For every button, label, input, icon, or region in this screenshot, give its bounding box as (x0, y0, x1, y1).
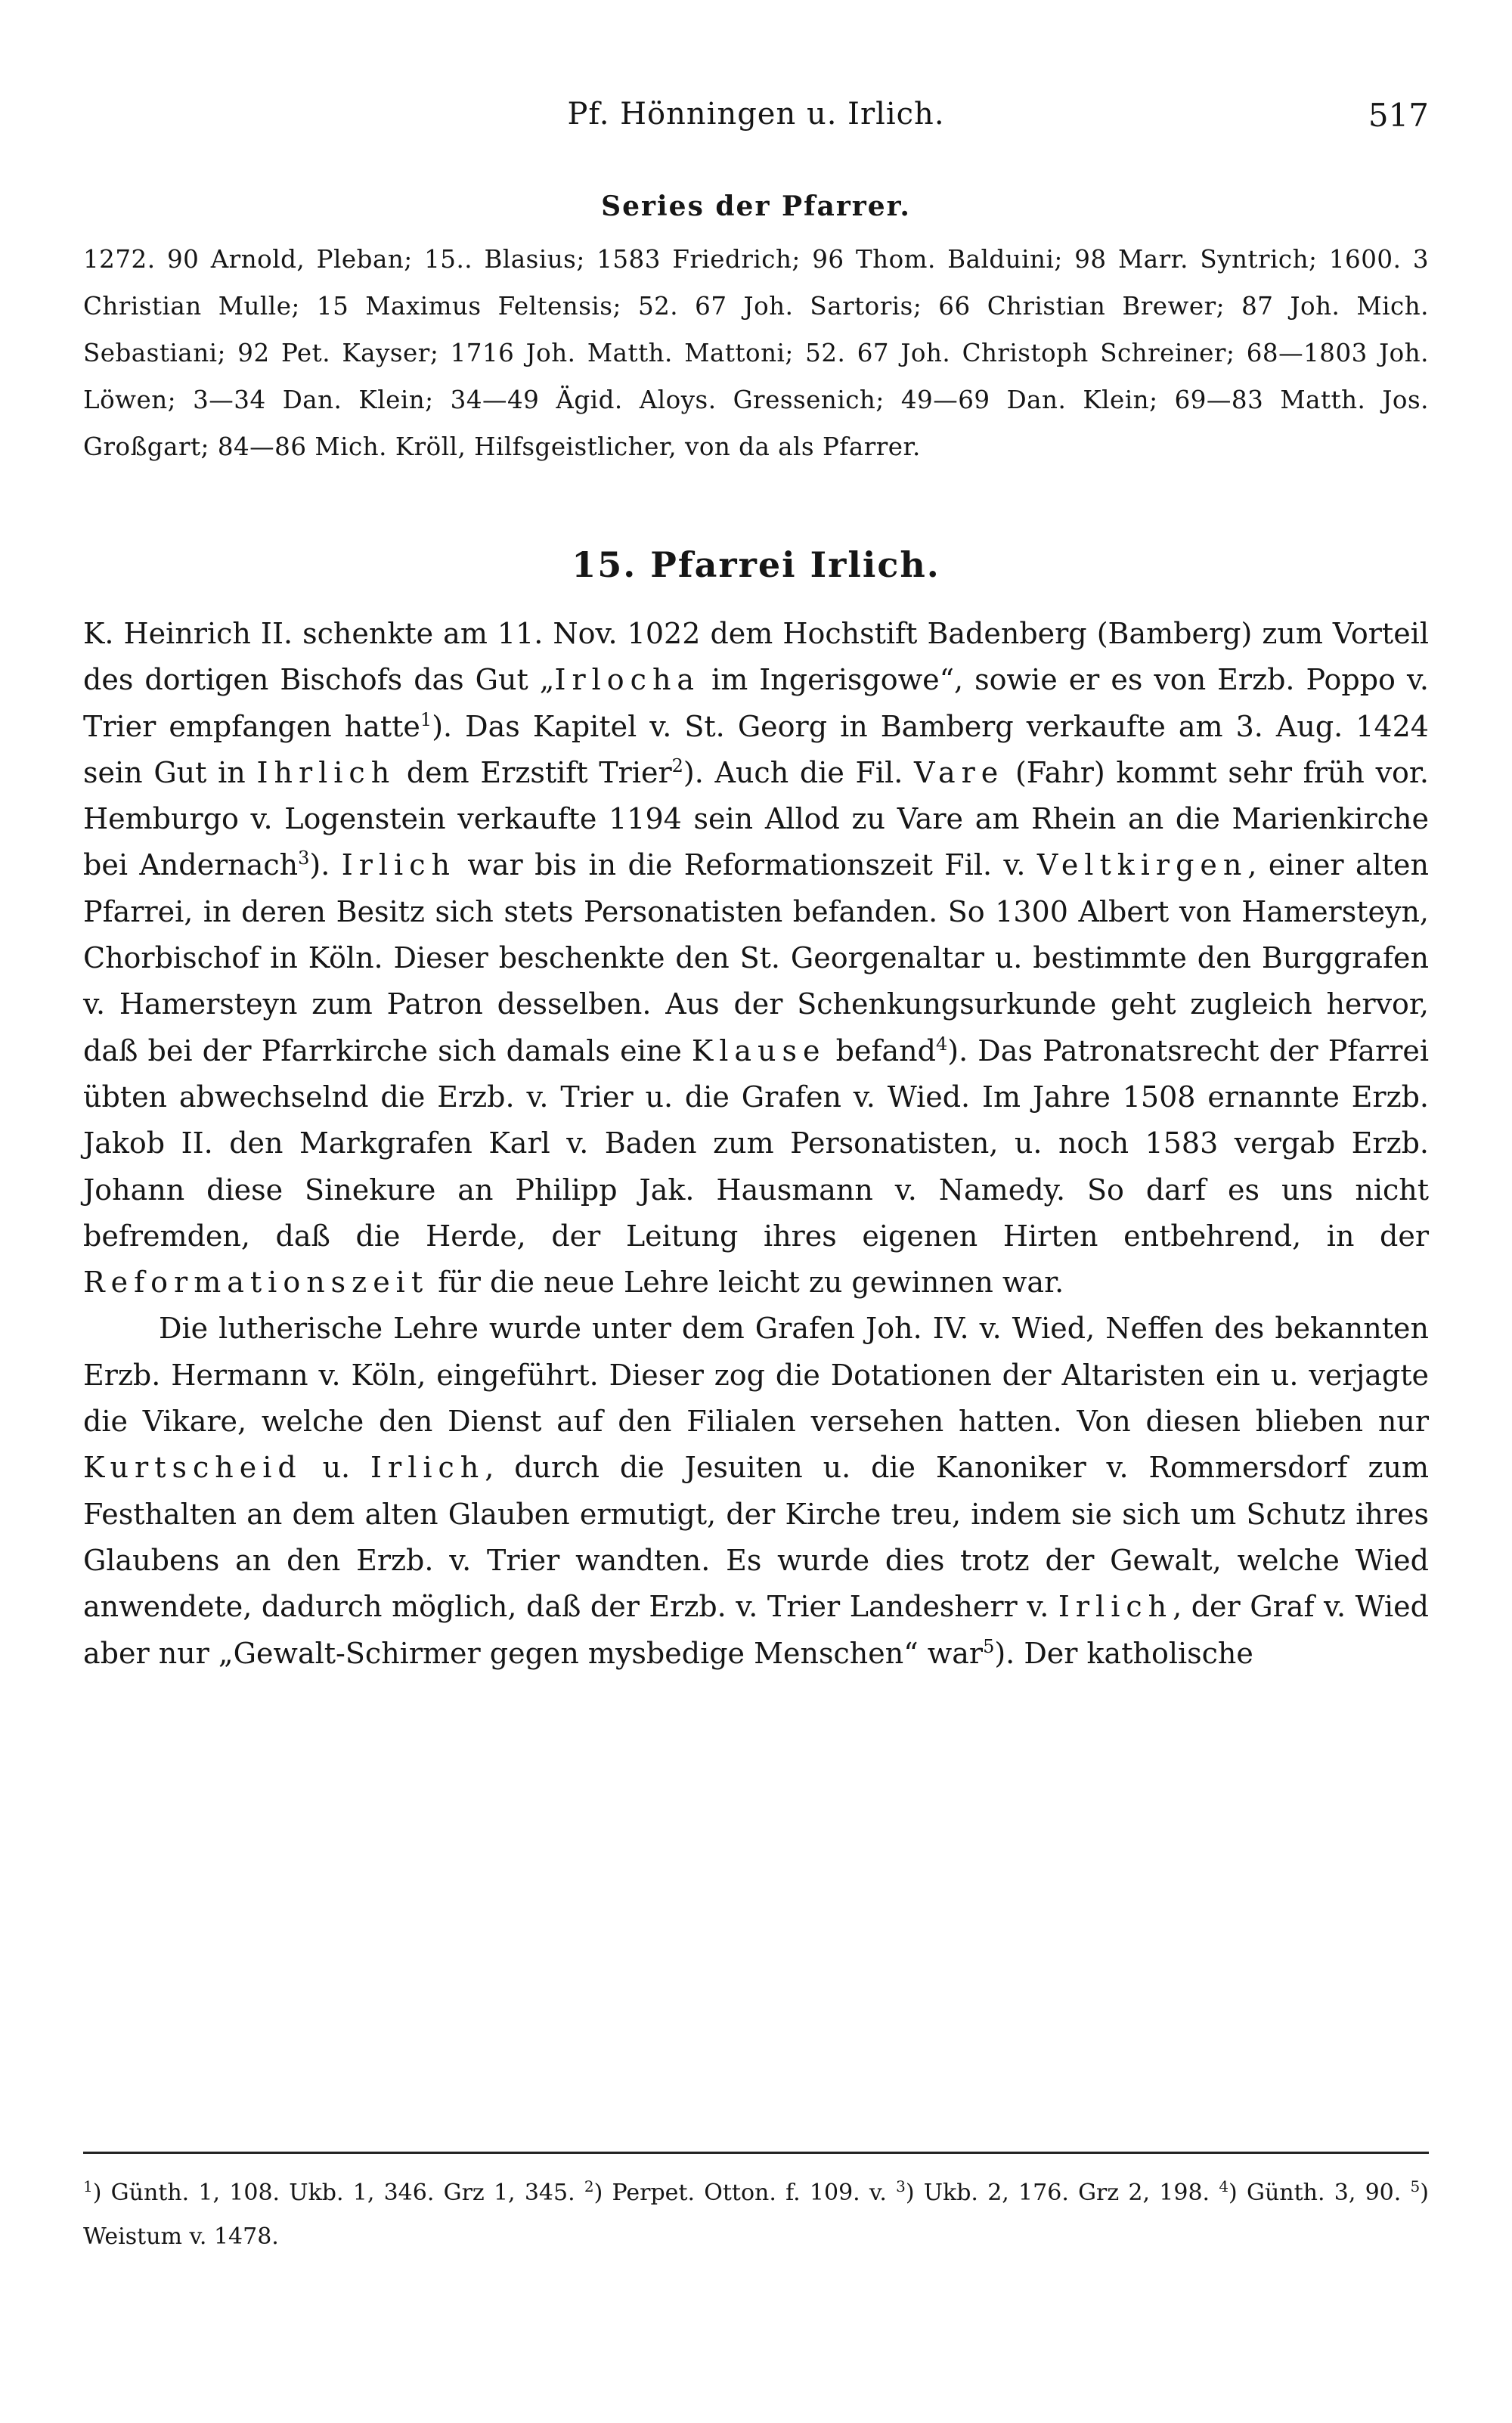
paragraph-2: Die lutherische Lehre wurde unter dem Grafen Joh. IV. v. Wied, Neffen des bekannten Erzb. Hermann v. Köln, eingeführt. Dieser zog die Dotationen der Altaristen ein u. verjagte die Vikare, welche den Dienst auf den Filialen versehen hatten. Von diesen blieben nur Kurtscheid u. Irlich, durch die Jesuiten u. die Kanoniker v. Rommersdorf zum Festhalten an dem alten Glauben ermutigt, der Kirche treu, indem sie sich um Schutz ihres Glaubens an den Erzb. v. Trier wandten. Es wurde dies trotz der Gewalt, welche Wied anwendete, dadurch möglich, daß der Erzb. v. Trier Landesherr v. Irlich, der Graf v. Wied aber nur „Gewalt-Schirmer gegen mysbedige Menschen“ war$^5$). Der katholische (83, 1312, 1429, 1670)
footnote-2: ) Perpet. Otton. f. 109. v. (593, 2180, 897, 2206)
spaced-term: Irlocha (554, 663, 701, 697)
page-number: 517 (1368, 97, 1429, 134)
footnote-ref: 1 (420, 708, 432, 730)
footnote-1: ) Günth. 1, 108. Ukb. 1, 346. Grz 1, 345. (92, 2180, 584, 2206)
footnote-marker: 3 (896, 2177, 906, 2195)
spaced-term: Reformationszeit (83, 1266, 429, 1300)
section-heading: 15. Pfarrei Irlich. (572, 544, 940, 585)
running-title: Pf. Hönningen u. Irlich. (567, 97, 945, 132)
footnote-divider (83, 2152, 1429, 2154)
spaced-term: Klause (691, 1033, 826, 1067)
series-heading: Series der Pfarrer. (601, 191, 911, 222)
footnotes (83, 2171, 1429, 2259)
footnote-marker: 2 (584, 2177, 594, 2195)
footnote-ref: 5 (983, 1635, 995, 1657)
body-text (83, 611, 1429, 1677)
footnote-marker: 4 (1219, 2177, 1229, 2195)
spaced-term: Irlich (1058, 1590, 1173, 1624)
paragraph-1: K. Heinrich II. schenkte am 11. Nov. 1022 dem Hochstift Badenberg (Bamberg) zum Vorteil des dortigen Bischofs das Gut „Irlocha im Ingerisgowe“, sowie er es von Erzb. Poppo v. Trier empfangen hatte$^1$). Das Kapitel v. St. Georg in Bamberg verkaufte am 3. Aug. 1424 sein Gut in Ihrlich dem Erzstift Trier$^2$). Auch die Fil. Vare (Fahr) kommt sehr früh vor. Hemburgo v. Logenstein verkaufte 1194 sein Allod zu Vare am Rhein an die Marienkirche bei Andernach$^3$). Irlich war bis in die Reformationszeit Fil. v. Veltkirgen, einer alten Pfarrei, in deren Besitz sich stets Personatisten befanden. So 1300 Albert von Hamersteyn, Chorbischof in Köln. Dieser beschenkte den St. Georgenaltar u. bestimmte den Burggrafen v. Hamersteyn zum Patron desselben. Aus der Schenkungsurkunde geht zugleich hervor, daß bei der Pfarrkirche sich damals eine Klause befand$^4$). Das Patronatsrecht der Pfarrei übten abwechselnd die Erzb. v. Trier u. die Grafen v. Wied. Im Jahre 1508 ernannte Erzb. Jakob II. den Markgrafen Karl v. Baden zum Personatisten, u. noch 1583 vergab Erzb. Johann diese Sinekure an Philipp Jak. Hausmann v. Namedy. So darf es uns nicht befremden, daß die Herde, der Leitung ihres eigenen Hirten entbehrend, in der Reformationszeit für die neue Lehre leicht zu gewinnen war. (83, 617, 1430, 1300)
page-header (83, 97, 1429, 142)
footnote-4: ) Günth. 3, 90. (1228, 2180, 1411, 2206)
footnote-3: ) Ukb. 2, 176. Grz 2, 198. (905, 2180, 1219, 2206)
series-pastors-list: 1272. 90 Arnold, Pleban; 15.. Blasius; 1583 Friedrich; 96 Thom. Balduini; 98 Marr. Syntrich; 1600. 3 Christian Mulle; 15 Maximus Feltensis; 52. 67 Joh. Sartoris; 66 Christian Brewer; 87 Joh. Mich. Sebastiani; 92 Pet. Kayser; 1716 Joh. Matth. Mattoni; 52. 67 Joh. Christoph Schreiner; 68—1803 Joh. Löwen; 3—34 Dan. Klein; 34—49 Ägid. Aloys. Gressenich; 49—69 Dan. Klein; 69—83 Matth. Jos. Großgart; 84—86 Mich. Kröll, Hilfsgeistlicher, von da als Pfarrer. (83, 245, 1429, 461)
spaced-term: Veltkirgen (1036, 848, 1248, 882)
footnote-marker: 5 (1410, 2177, 1421, 2195)
footnote-ref: 2 (671, 754, 683, 776)
spaced-term: Ihrlich (256, 755, 396, 789)
spaced-term: Vare (914, 755, 1005, 789)
footnote-ref: 4 (935, 1033, 948, 1055)
spaced-term: Irlich (370, 1451, 485, 1485)
footnote-marker: 1 (83, 2177, 93, 2195)
spaced-term: Irlich (341, 848, 456, 882)
spaced-term: Kurtscheid (83, 1451, 302, 1485)
footnote-5: ) Weistum v. 1478. (83, 2180, 1429, 2250)
footnote-ref: 3 (298, 847, 310, 869)
